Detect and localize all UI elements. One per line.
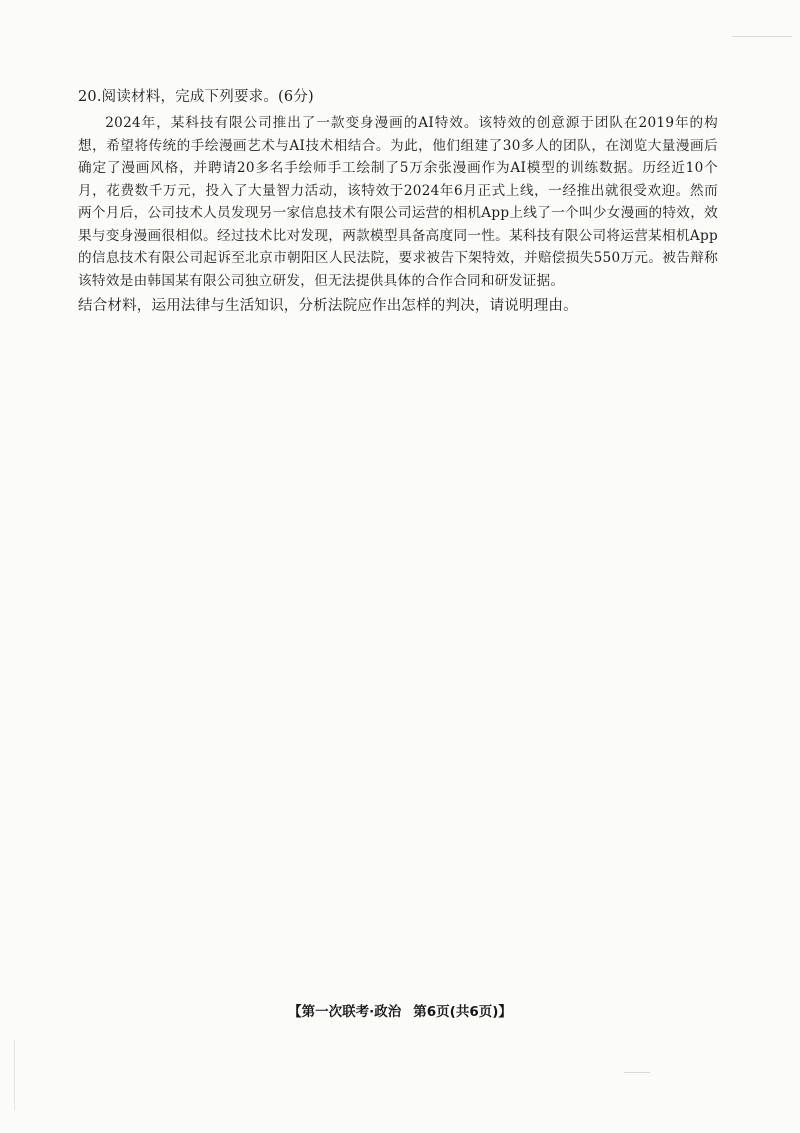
- scan-mark: [624, 1072, 650, 1073]
- question-material: 2024年，某科技有限公司推出了一款变身漫画的AI特效。该特效的创意源于团队在2019年的构想，希望将传统的手绘漫画艺术与AI技术相结合。为此，他们组建了30多人的团队，在浏览大量漫画后确定了漫画风格，并聘请20多名手绘师手工绘制了5万余张漫画作为AI模型的训练数据。历经近10个月，花费数千万元，投入了大量智力活动，该特效于2024年6月正式上线，一经推出就很受欢迎。然而两个月后，公司技术人员发现另一家信息技术有限公司运营的相机App上线了一个叫少女漫画的特效，效果与变身漫画很相似。经过技术比对发现，两款模型具备高度同一性。某科技有限公司将运营某相机App的信息技术有限公司起诉至北京市朝阳区人民法院，要求被告下架特效，并赔偿损失550万元。被告辩称该特效是由韩国某有限公司独立研发，但无法提供具体的合作合同和研发证据。: [78, 115, 718, 289]
- page-footer: [0, 1003, 800, 1021]
- scan-mark: [732, 36, 792, 37]
- footer-page-number: 第6页(共6页)】: [413, 1004, 512, 1020]
- question-task: 结合材料，运用法律与生活知识，分析法院应作出怎样的判决，请说明理由。: [78, 298, 578, 314]
- scan-mark: [14, 1040, 15, 1110]
- footer-exam-title: 【第一次联考·政治: [288, 1004, 402, 1020]
- question-20: [78, 86, 718, 317]
- question-header: 20.阅读材料，完成下列要求。(6分): [78, 89, 314, 105]
